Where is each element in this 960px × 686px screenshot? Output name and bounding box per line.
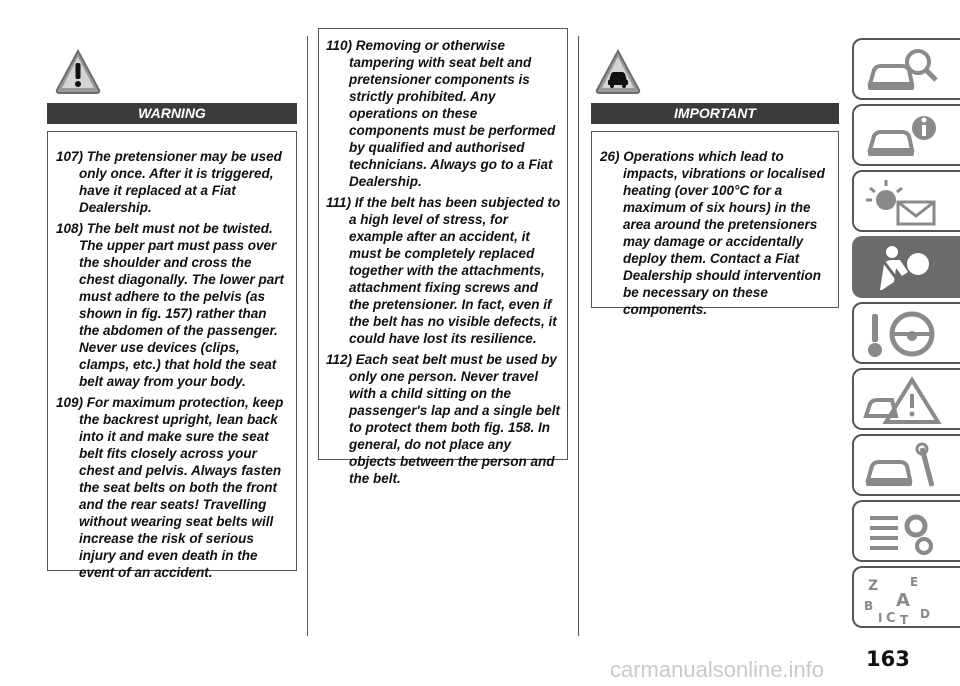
- warning-banner: WARNING: [47, 103, 297, 124]
- column-divider: [307, 36, 308, 636]
- alphabetical-index-icon: [862, 572, 942, 626]
- tab-car-search[interactable]: [852, 38, 960, 100]
- car-search-icon: [862, 44, 942, 98]
- tab-safety[interactable]: [852, 236, 960, 298]
- car-info-icon: [862, 110, 942, 164]
- svg-text:C: C: [886, 611, 896, 626]
- warning-triangle-icon: [54, 48, 102, 96]
- svg-text:I: I: [878, 611, 883, 625]
- tab-starting-driving[interactable]: [852, 302, 960, 364]
- lights-message-icon: [862, 176, 942, 230]
- warning-continued-panel: [318, 28, 568, 486]
- column-divider: [578, 36, 579, 636]
- svg-text:E: E: [910, 575, 919, 589]
- warning-item: 112) Each seat belt must be used by only one person. Never travel with a child sitting on the passenger's lap and a single belt to protect them both fig. 158. In general, do not place any objects between the person and the belt.: [326, 352, 561, 486]
- warning-item: 108) The belt must not be twisted. The upper part must pass over the shoulder and cross the chest diagonally. The lower part must adhere to the pelvis (as shown in fig. 157) rather than the abdomen of the passenger. Never use devices (clips, clamps, etc.) that hold the seat belt away from your body.: [56, 221, 285, 389]
- tab-lights-message[interactable]: [852, 170, 960, 232]
- car-maintenance-icon: [862, 440, 942, 494]
- important-panel: [591, 131, 839, 317]
- warning-item: 107) The pretensioner may be used only once. After it is triggered, have it replaced at a Fiat Dealership.: [56, 149, 282, 215]
- tab-car-info[interactable]: [852, 104, 960, 166]
- tab-emergency[interactable]: [852, 368, 960, 430]
- warning-item: 109) For maximum protection, keep the backrest upright, lean back into it and make sure the seat belt fits closely across your chest and pelvis. Always fasten the seat belts on both the front and the rear seats! Travelling without wearing seat belts will increase the risk of serious injury and even death in the event of an accident.: [56, 395, 284, 580]
- warning-item: 110) Removing or otherwise tampering with seat belt and pretensioner components is strictly prohibited. Any operations on these components must be performed by qualified and authorised technicians. Always go to a Fiat Dealership.: [326, 38, 556, 189]
- specs-gears-icon: [862, 506, 942, 560]
- warning-panel: [47, 131, 297, 580]
- svg-text:A: A: [896, 590, 910, 611]
- tab-technical-data[interactable]: [852, 500, 960, 562]
- svg-text:T: T: [900, 613, 909, 626]
- important-item: 26) Operations which lead to impacts, vibrations or localised heating (over 100°C for a maximum of six hours) in the area around the pretensioners may damage or accidentally deploy them. Contact a Fiat Dealership should intervention be necessary on these components.: [600, 149, 825, 317]
- car-emergency-triangle-icon: [862, 374, 942, 428]
- tab-maintenance[interactable]: [852, 434, 960, 496]
- page-number: 163: [866, 647, 910, 671]
- car-warning-triangle-icon: [594, 48, 642, 96]
- warning-item: 111) If the belt has been subjected to a high level of stress, for example after an accident, it must be completely replaced together with the attachments, attachment fixing screws and the pretensioner. In fact, even if the belt has no visible defects, it could have lost its resilience.: [326, 195, 561, 346]
- watermark: carmanualsonline.info: [610, 657, 825, 682]
- svg-text:B: B: [864, 599, 874, 613]
- safety-airbag-icon: [862, 242, 942, 296]
- key-steering-wheel-icon: [862, 308, 942, 362]
- important-banner: IMPORTANT: [591, 103, 839, 124]
- tab-index[interactable]: [852, 566, 960, 628]
- svg-text:D: D: [920, 607, 930, 621]
- svg-text:Z: Z: [868, 578, 879, 594]
